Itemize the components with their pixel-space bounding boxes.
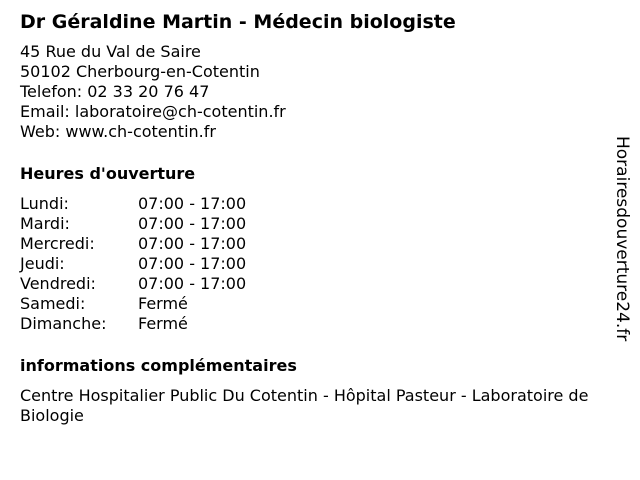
hours-row-mercredi: [20, 234, 620, 254]
phone-number: Telefon: 02 33 20 76 47: [20, 82, 210, 101]
time-value: Fermé: [138, 314, 188, 333]
street-address: 45 Rue du Val de Saire: [20, 42, 201, 61]
time-value: 07:00 - 17:00: [138, 254, 247, 273]
time-value: 07:00 - 17:00: [138, 214, 247, 233]
day-label: Vendredi:: [20, 274, 96, 293]
hours-row-mardi: [20, 214, 620, 234]
hours-row-jeudi: [20, 254, 620, 274]
address-block: [20, 42, 620, 142]
day-label: Samedi:: [20, 294, 86, 313]
day-label: Dimanche:: [20, 314, 107, 333]
day-label: Mercredi:: [20, 234, 95, 253]
business-card: [20, 8, 620, 426]
opening-hours-heading: Heures d'ouverture: [20, 164, 196, 183]
hours-row-vendredi: [20, 274, 620, 294]
site-watermark: Horairesdouverture24.fr: [612, 136, 632, 342]
opening-hours-table: [20, 194, 620, 334]
city-postal: 50102 Cherbourg-en-Cotentin: [20, 62, 260, 81]
additional-info-heading: informations complémentaires: [20, 356, 297, 375]
time-value: 07:00 - 17:00: [138, 274, 247, 293]
page-title: Dr Géraldine Martin - Médecin biologiste: [20, 11, 456, 33]
day-label: Mardi:: [20, 214, 70, 233]
additional-info-text: Centre Hospitalier Public Du Cotentin - Hôpital Pasteur - Laboratoire de Biologie: [20, 386, 589, 425]
time-value: 07:00 - 17:00: [138, 234, 247, 253]
day-label: Jeudi:: [20, 254, 65, 273]
hours-row-samedi: [20, 294, 620, 314]
time-value: 07:00 - 17:00: [138, 194, 247, 213]
email-address: Email: laboratoire@ch-cotentin.fr: [20, 102, 286, 121]
website: Web: www.ch-cotentin.fr: [20, 122, 216, 141]
hours-row-dimanche: [20, 314, 620, 334]
time-value: Fermé: [138, 294, 188, 313]
hours-row-lundi: [20, 194, 620, 214]
day-label: Lundi:: [20, 194, 69, 213]
